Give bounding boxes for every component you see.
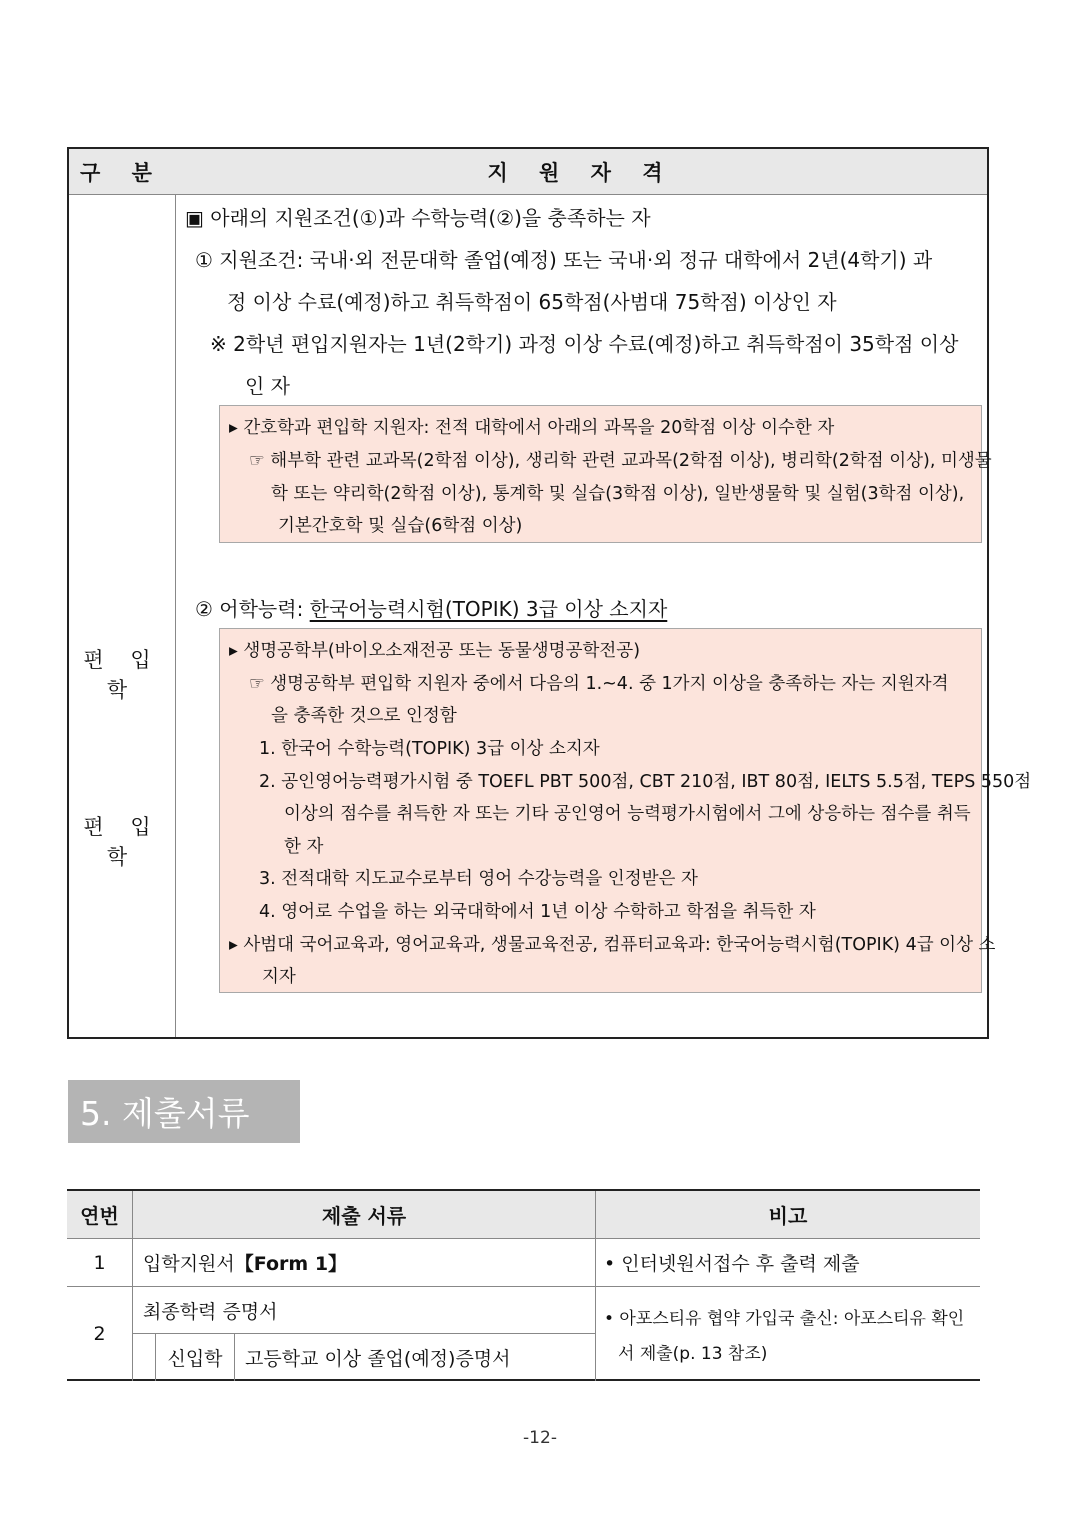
header-documents: 제출 서류 xyxy=(133,1191,596,1239)
option-4: 4. 영어로 수업을 하는 외국대학에서 1년 이상 수학하고 학점을 취득한 자 xyxy=(259,902,816,922)
second-year-note-line2: 인 자 xyxy=(245,374,290,398)
nursing-subjects-line1: ☞ 해부학 관련 교과목(2학점 이상), 생리학 관련 교과목(2학점 이상), 병리학(2학점 이상), 미생물 xyxy=(249,451,992,471)
row1-no: 1 xyxy=(67,1239,133,1287)
education-line2: 지자 xyxy=(262,967,296,987)
condition-1-line2: 정 이상 수료(예정)하고 취득학점이 65학점(사범대 75학점) 이상인 자 xyxy=(227,290,837,314)
category-label-transfer: 편 입 학 xyxy=(83,648,161,702)
option-2-line1: 2. 공인영어능력평가시험 중 TOEFL PBT 500점, CBT 210점, IBT 80점, IELTS 5.5점, TEPS 550점 xyxy=(259,772,1032,792)
nursing-line: ▸ 간호학과 편입학 지원자: 전적 대학에서 아래의 과목을 20학점 이상 이수한 자 xyxy=(229,418,835,438)
language-exceptions-box xyxy=(219,628,1032,993)
row1-form-label: 【Form 1】 xyxy=(234,1253,348,1275)
condition-intro: ▣ 아래의 지원조건(①)과 수학능력(②)을 충족하는 자 xyxy=(185,206,651,230)
qualification-table xyxy=(67,147,1032,1039)
documents-table xyxy=(67,1189,980,1381)
row2-sub-type: 신입학 xyxy=(156,1334,235,1381)
header-category: 구 분 xyxy=(69,149,176,195)
biotech-note-line2: 을 충족한 것으로 인정함 xyxy=(271,706,457,726)
row2-note-line2: 서 제출(p. 13 참조) xyxy=(618,1344,768,1364)
nursing-subjects-line3: 기본간호학 및 실습(6학점 이상) xyxy=(278,516,523,536)
nursing-requirements-box xyxy=(219,405,992,543)
row2-no: 2 xyxy=(67,1287,133,1381)
biotech-line: ▸ 생명공학부(바이오소재전공 또는 동물생명공학전공) xyxy=(229,641,641,661)
language-requirement xyxy=(195,593,667,622)
nursing-subjects-line2: 학 또는 약리학(2학점 이상), 통계학 및 실습(3학점 이상), 일반생물학 및 실험(3학점 이상), xyxy=(271,484,965,504)
biotech-note-line1: ☞ 생명공학부 편입학 지원자 중에서 다음의 1.~4. 중 1가지 이상을 충족하는 자는 지원자격 xyxy=(249,674,949,694)
page-number: -12- xyxy=(523,1428,557,1448)
row1-document xyxy=(133,1239,596,1287)
section-title: 5. 제출서류 xyxy=(68,1080,300,1143)
second-year-note-line1: ※ 2학년 편입지원자는 1년(2학기) 과정 이상 수료(예정)하고 취득학점이 35학점 이상 xyxy=(210,332,959,356)
row2-document: 최종학력 증명서 xyxy=(133,1287,596,1334)
header-note: 비고 xyxy=(596,1191,980,1239)
header-qualification: 지 원 자 격 xyxy=(175,149,987,195)
language-label: ② 어학능력: xyxy=(195,597,310,621)
row1-doc-name: 입학지원서 xyxy=(143,1253,235,1275)
option-3: 3. 전적대학 지도교수로부터 영어 수강능력을 인정받은 자 xyxy=(259,869,698,889)
category-column xyxy=(69,194,176,1037)
option-1: 1. 한국어 수학능력(TOPIK) 3급 이상 소지자 xyxy=(259,739,600,759)
option-2-line2: 이상의 점수를 취득한 자 또는 기타 공인영어 능력평가시험에서 그에 상응하는 점수를 취득 xyxy=(284,804,971,824)
row2-sub-document: 고등학교 이상 졸업(예정)증명서 xyxy=(235,1334,596,1381)
row2-indent-cell xyxy=(133,1334,156,1381)
education-line1: ▸ 사범대 국어교육과, 영어교육과, 생물교육전공, 컴퓨터교육과: 한국어능력시험(TOPIK) 4급 이상 소 xyxy=(229,935,996,955)
row2-note xyxy=(596,1287,980,1381)
row2-note-line1: • 아포스티유 협약 가입국 출신: 아포스티유 확인 xyxy=(604,1309,965,1329)
category-label-transfer-2: 편 입 학 xyxy=(83,815,161,869)
language-topik: 한국어능력시험(TOPIK) 3급 이상 소지자 xyxy=(309,597,668,621)
condition-1-line1: ① 지원조건: 국내·외 전문대학 졸업(예정) 또는 국내·외 정규 대학에서 2년(4학기) 과 xyxy=(195,248,933,272)
option-2-line3: 한 자 xyxy=(284,837,324,857)
header-no: 연번 xyxy=(67,1191,133,1239)
row1-note: • 인터넷원서접수 후 출력 제출 xyxy=(596,1239,980,1287)
